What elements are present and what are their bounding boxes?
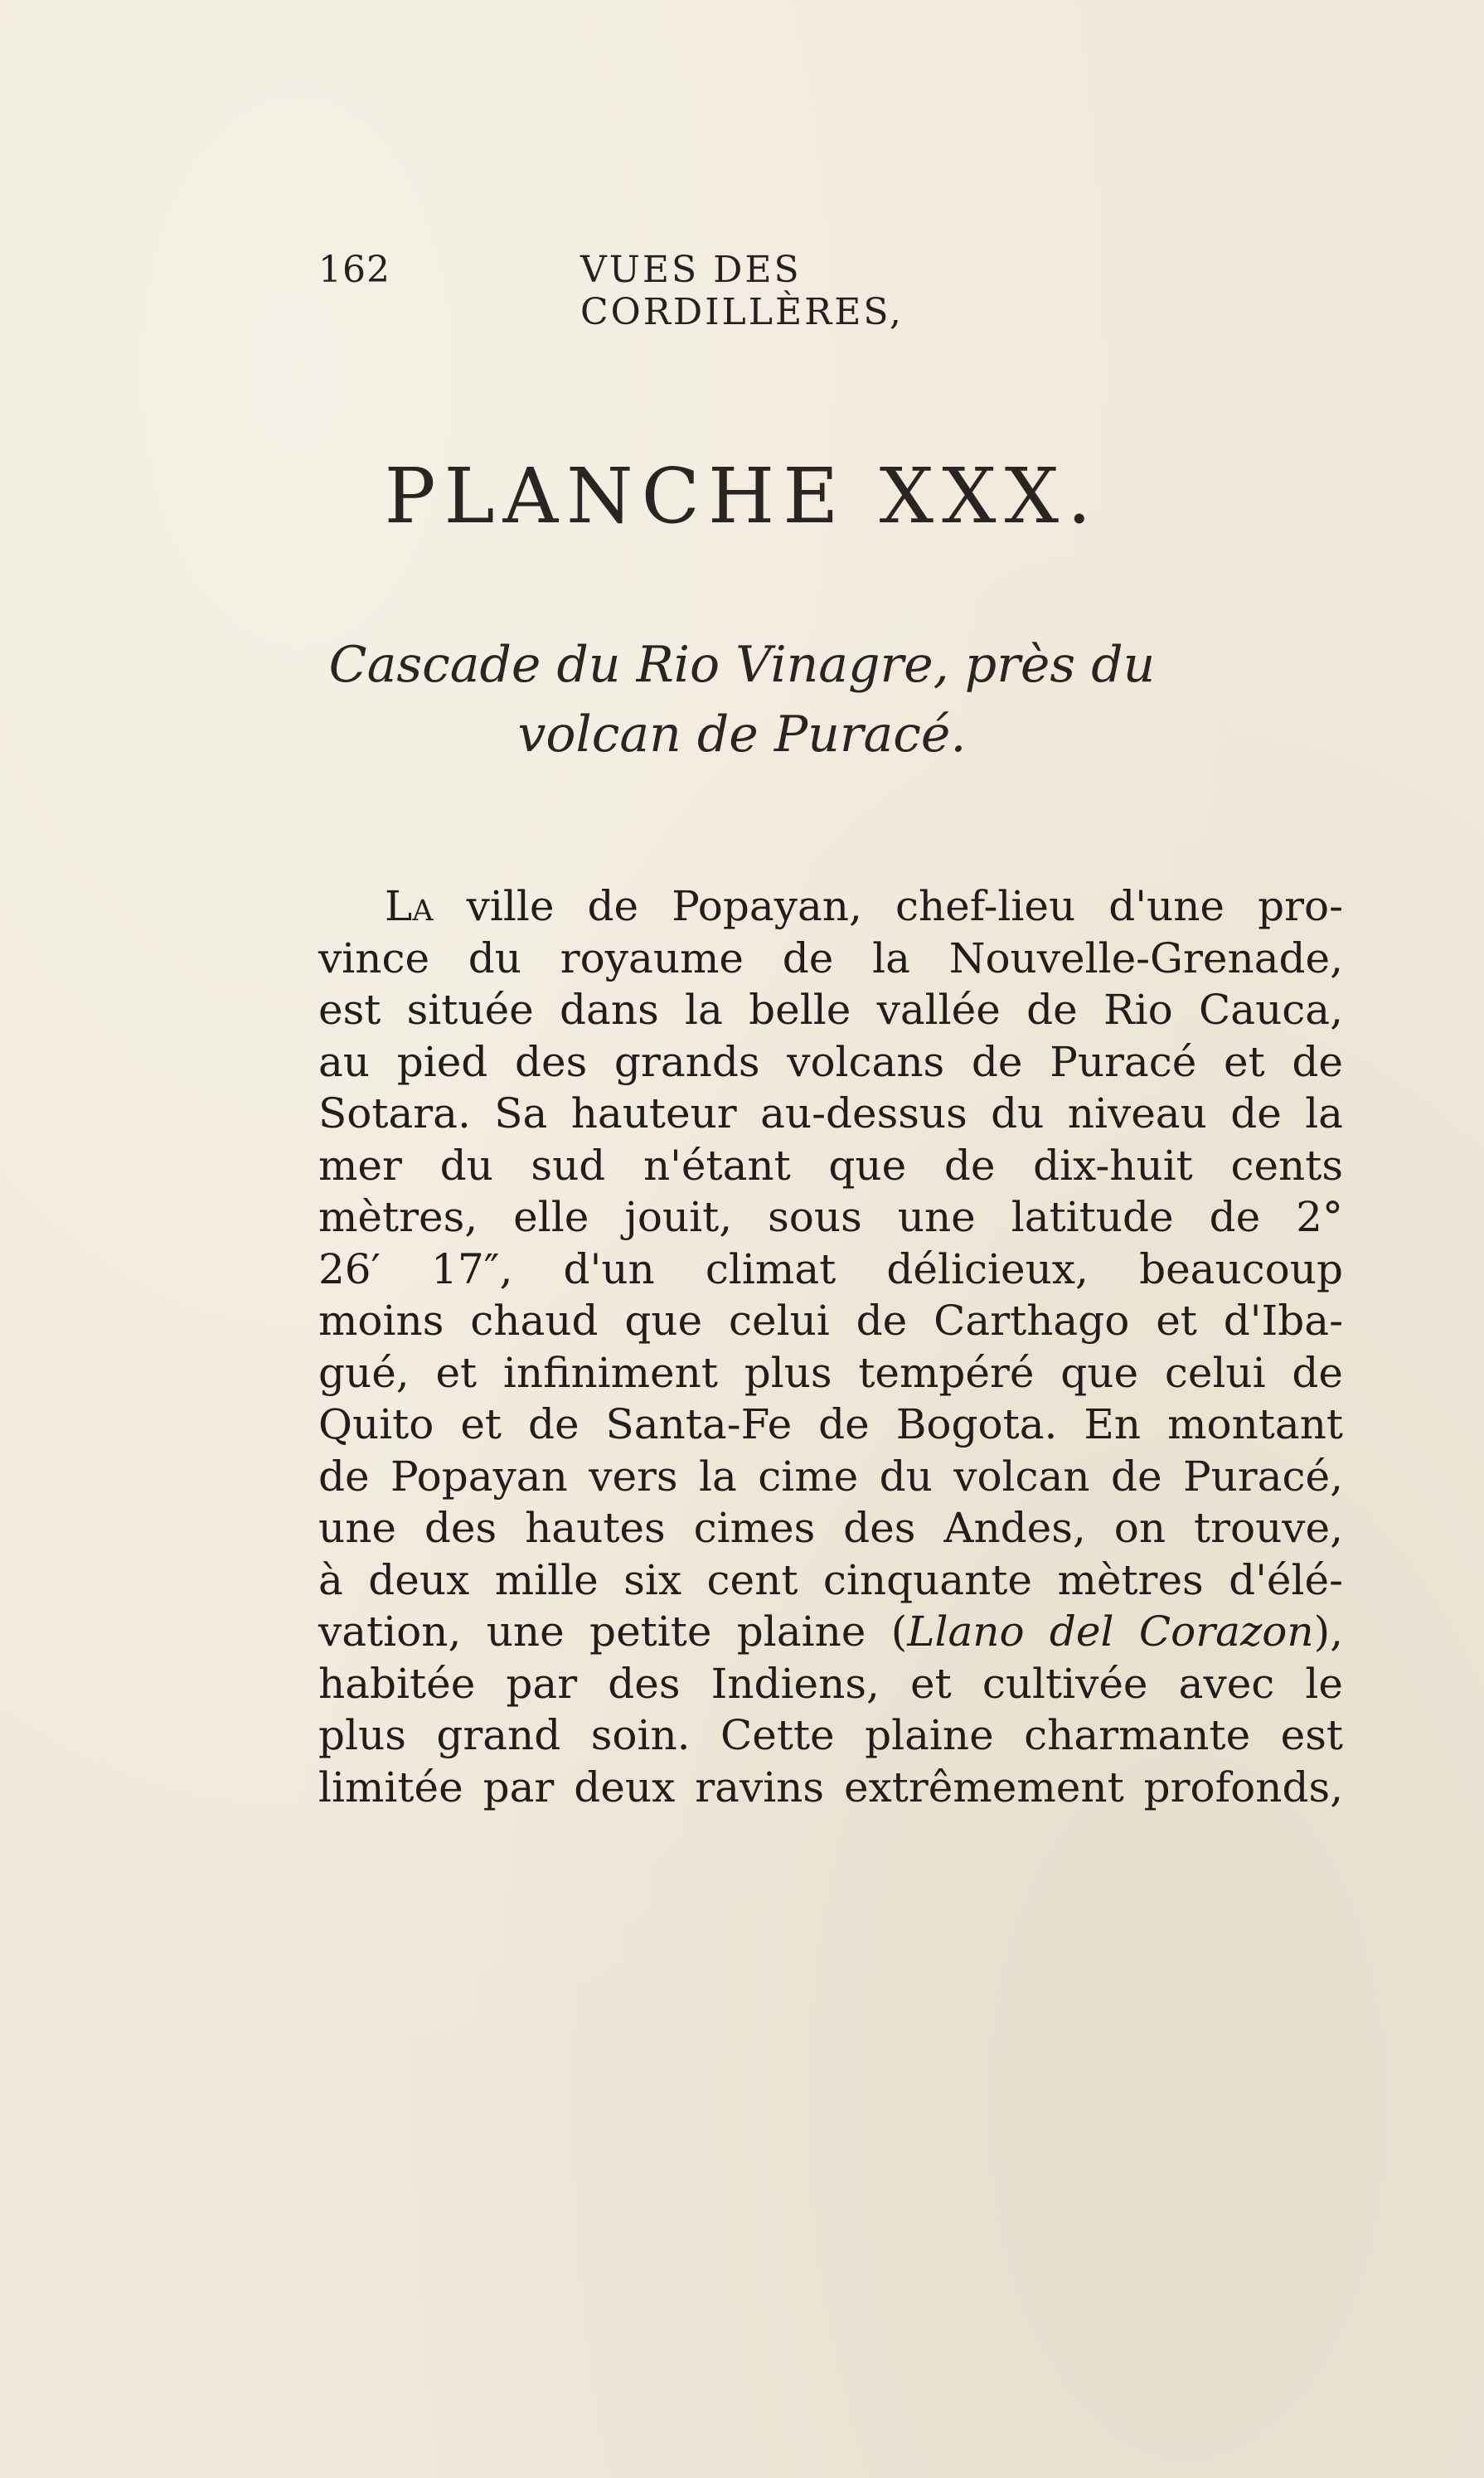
- text-line: vince du royaume de la Nouvelle-Grenade,: [318, 933, 1343, 982]
- plate-subtitle: [0, 630, 1484, 769]
- text-line: moins chaud que celui de Carthago et d'Iba-: [318, 1297, 1343, 1345]
- text-line: de Popayan vers la cime du volcan de Puracé,: [318, 1452, 1343, 1501]
- page-number: 162: [318, 249, 390, 291]
- text-line: est située dans la belle vallée de Rio Cauca,: [318, 986, 1343, 1034]
- subtitle-line-1: Cascade du Rio Vinagre, près du: [328, 636, 1156, 694]
- text-line: mer du sud n'étant que de dix-huit cents: [318, 1141, 1343, 1190]
- text-line: mètres, elle jouit, sous une latitude de 2°: [318, 1193, 1343, 1241]
- text-line: habitée par des Indiens, et cultivée avec le: [318, 1659, 1343, 1708]
- text-line: La ville de Popayan, chef-lieu d'une pro-: [385, 882, 1343, 930]
- text-line: une des hautes cimes des Andes, on trouve,: [318, 1504, 1343, 1552]
- text-line: Sotara. Sa hauteur au-dessus du niveau de la: [318, 1089, 1343, 1137]
- text-line: à deux mille six cent cinquante mètres d'élé-: [318, 1555, 1343, 1604]
- text-line: gué, et infiniment plus tempéré que celui de: [318, 1348, 1343, 1397]
- text-line: au pied des grands volcans de Puracé et de: [318, 1037, 1343, 1086]
- text-line: limitée par deux ravins extrêmement profonds,: [318, 1763, 1343, 1811]
- subtitle-line-2: volcan de Puracé.: [517, 706, 967, 764]
- text-line: plus grand soin. Cette plaine charmante est: [318, 1711, 1343, 1759]
- running-head-title: VUES DES CORDILLÈRES,: [580, 249, 904, 333]
- plate-title: PLANCHE XXX.: [384, 452, 1100, 541]
- text-line: Quito et de Santa-Fe de Bogota. En montant: [318, 1400, 1343, 1448]
- body-text: [318, 880, 1343, 1813]
- text-line: 26′ 17″, d'un climat délicieux, beaucoup: [318, 1244, 1343, 1293]
- first-word: La: [385, 882, 434, 930]
- text-line: vation, une petite plaine (Llano del Corazon),: [318, 1608, 1343, 1656]
- running-head: [318, 249, 1114, 333]
- italic-term: Llano del Corazon: [907, 1608, 1314, 1656]
